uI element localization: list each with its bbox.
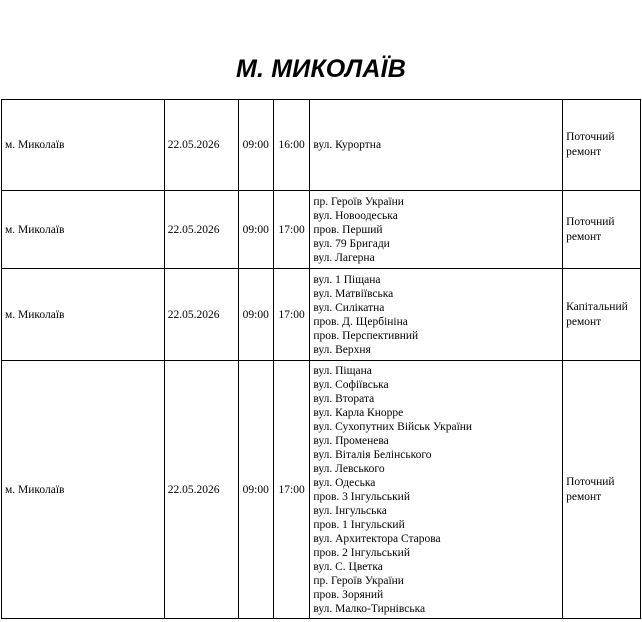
- street-item: пров. 1 Інгульский: [313, 518, 405, 531]
- street-item: вул. Верхня: [313, 343, 371, 356]
- table-body: [2, 100, 641, 619]
- streets-list: [313, 273, 559, 357]
- street-item: пров. 3 Інгульський: [313, 490, 410, 503]
- end-time-cell: 16:00: [273, 100, 309, 191]
- end-time-cell: 17:00: [273, 191, 309, 269]
- street-item: вул. Софіївська: [313, 378, 389, 391]
- street-item: вул. Піщана: [313, 364, 372, 377]
- street-item: пр. Героїв України: [313, 574, 404, 587]
- date-cell: 22.05.2026: [164, 191, 238, 269]
- city-cell: м. Миколаїв: [2, 269, 165, 361]
- repair-type-label: Поточний ремонт: [566, 215, 615, 243]
- streets-cell: [310, 361, 563, 619]
- streets-list: [313, 138, 559, 152]
- street-item: вул. Променева: [313, 434, 389, 447]
- streets-list: [313, 195, 559, 265]
- table-row: [2, 191, 641, 269]
- repair-type-cell: [563, 361, 641, 619]
- street-item: вул. Віталія Белінського: [313, 448, 432, 461]
- street-item: вул. Курортна: [313, 139, 382, 151]
- repair-type-cell: [563, 100, 641, 191]
- end-time-cell: 17:00: [273, 269, 309, 361]
- table-row: [2, 269, 641, 361]
- start-time-cell: 09:00: [238, 191, 273, 269]
- repair-type-label: Поточний ремонт: [566, 131, 615, 158]
- repair-type-label: Капітальний ремонт: [566, 300, 628, 328]
- street-item: пр. Героїв України: [313, 195, 404, 208]
- street-item: вул. 1 Піщана: [313, 273, 381, 286]
- street-item: вул. Малко-Тирнівська: [313, 602, 426, 615]
- street-item: вул. Карла Кнорре: [313, 406, 404, 419]
- street-item: пров. 2 Інгульський: [313, 546, 410, 559]
- street-item: пров. Д. Щербініна: [313, 315, 408, 328]
- table-row: [2, 361, 641, 619]
- date-cell: 22.05.2026: [164, 361, 238, 619]
- streets-list: [313, 364, 559, 616]
- start-time-cell: 09:00: [238, 100, 273, 191]
- street-item: вул. Новоодеська: [313, 209, 398, 222]
- streets-cell: [310, 269, 563, 361]
- street-item: вул. Сухопутних Військ України: [313, 420, 473, 433]
- street-item: вул. Левського: [313, 462, 385, 475]
- street-item: вул. Архитектора Старова: [313, 532, 441, 545]
- street-item: вул. Матвіївська: [313, 287, 394, 300]
- street-item: вул. С. Цветка: [313, 560, 383, 573]
- city-cell: м. Миколаїв: [2, 100, 165, 191]
- start-time-cell: 09:00: [238, 269, 273, 361]
- start-time-cell: 09:00: [238, 361, 273, 619]
- repair-type-label: Поточний ремонт: [566, 475, 615, 503]
- page-title: М. МИКОЛАЇВ: [235, 55, 407, 83]
- end-time-cell: 17:00: [273, 361, 309, 619]
- street-item: вул. 79 Бригади: [313, 237, 390, 250]
- street-item: вул. Втората: [313, 392, 375, 405]
- table-row: [2, 100, 641, 191]
- street-item: пров. Зоряний: [313, 588, 384, 601]
- outage-schedule-table: [1, 99, 641, 619]
- city-cell: м. Миколаїв: [2, 191, 165, 269]
- street-item: вул. Одеська: [313, 476, 376, 489]
- street-item: вул. Інгульська: [313, 504, 387, 517]
- street-item: пров. Перший: [313, 223, 383, 236]
- streets-cell: [310, 191, 563, 269]
- city-cell: м. Миколаїв: [2, 361, 165, 619]
- street-item: вул. Лагерна: [313, 251, 375, 264]
- street-item: пров. Перспективний: [313, 329, 419, 342]
- repair-type-cell: [563, 269, 641, 361]
- streets-cell: [310, 100, 563, 191]
- street-item: вул. Силікатна: [313, 301, 385, 314]
- repair-type-cell: [563, 191, 641, 269]
- date-cell: 22.05.2026: [164, 269, 238, 361]
- date-cell: 22.05.2026: [164, 100, 238, 191]
